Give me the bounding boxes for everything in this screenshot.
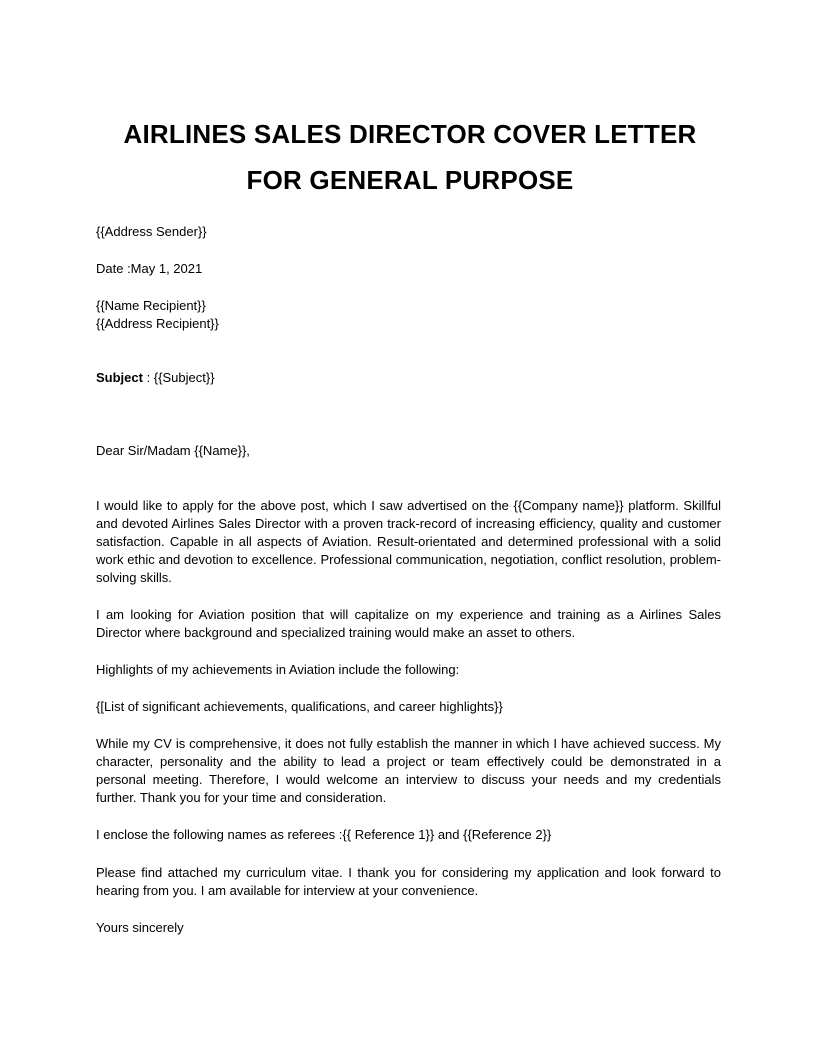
title-line-1: AIRLINES SALES DIRECTOR COVER LETTER xyxy=(123,119,697,149)
title-line-2: FOR GENERAL PURPOSE xyxy=(246,165,574,195)
recipient-name: {{Name Recipient}} xyxy=(96,298,206,313)
paragraph-intro: I would like to apply for the above post, which I saw advertised on the {{Company name}} platform. Skillful and devoted Airlines Sales Director with a proven track-record of increasing efficiency, quality and customer satisfaction. Capable in all aspects of Aviation. Result-orientated and determined professional with a solid work ethic and devotion to excellence. Professional communication, negotiation, conflict resolution, problem-solving skills. xyxy=(96,498,721,585)
salutation: Dear Sir/Madam {{Name}}, xyxy=(96,443,250,458)
paragraph-referees: I enclose the following names as referees :{{ Reference 1}} and {{Reference 2}} xyxy=(96,827,552,842)
sign-off: Yours sincerely xyxy=(96,920,184,935)
paragraph-closing: Please find attached my curriculum vitae. I thank you for considering my application and look forward to hearing from you. I am available for interview at your convenience. xyxy=(96,865,721,898)
subject-label: Subject xyxy=(96,370,143,385)
paragraph-cv: While my CV is comprehensive, it does not fully establish the manner in which I have achieved success. My character, personality and the ability to lead a project or team effectively could be demonstrated in a personal meeting. Therefore, I would welcome an interview to discuss your needs and my credentials further. Thank you for your time and consideration. xyxy=(96,736,721,805)
paragraph-highlights-intro: Highlights of my achievements in Aviation include the following: xyxy=(96,662,460,677)
sender-address: {{Address Sender}} xyxy=(96,224,207,239)
paragraph-objective: I am looking for Aviation position that will capitalize on my experience and training as a Airlines Sales Director where background and specialized training would make an asset to others. xyxy=(96,607,721,640)
subject-value: : {{Subject}} xyxy=(142,370,215,385)
achievements-placeholder: {[List of significant achievements, qualifications, and career highlights}} xyxy=(96,699,503,714)
recipient-address: {{Address Recipient}} xyxy=(96,316,219,331)
subject-line xyxy=(96,369,721,387)
letter-date: Date :May 1, 2021 xyxy=(96,261,203,276)
